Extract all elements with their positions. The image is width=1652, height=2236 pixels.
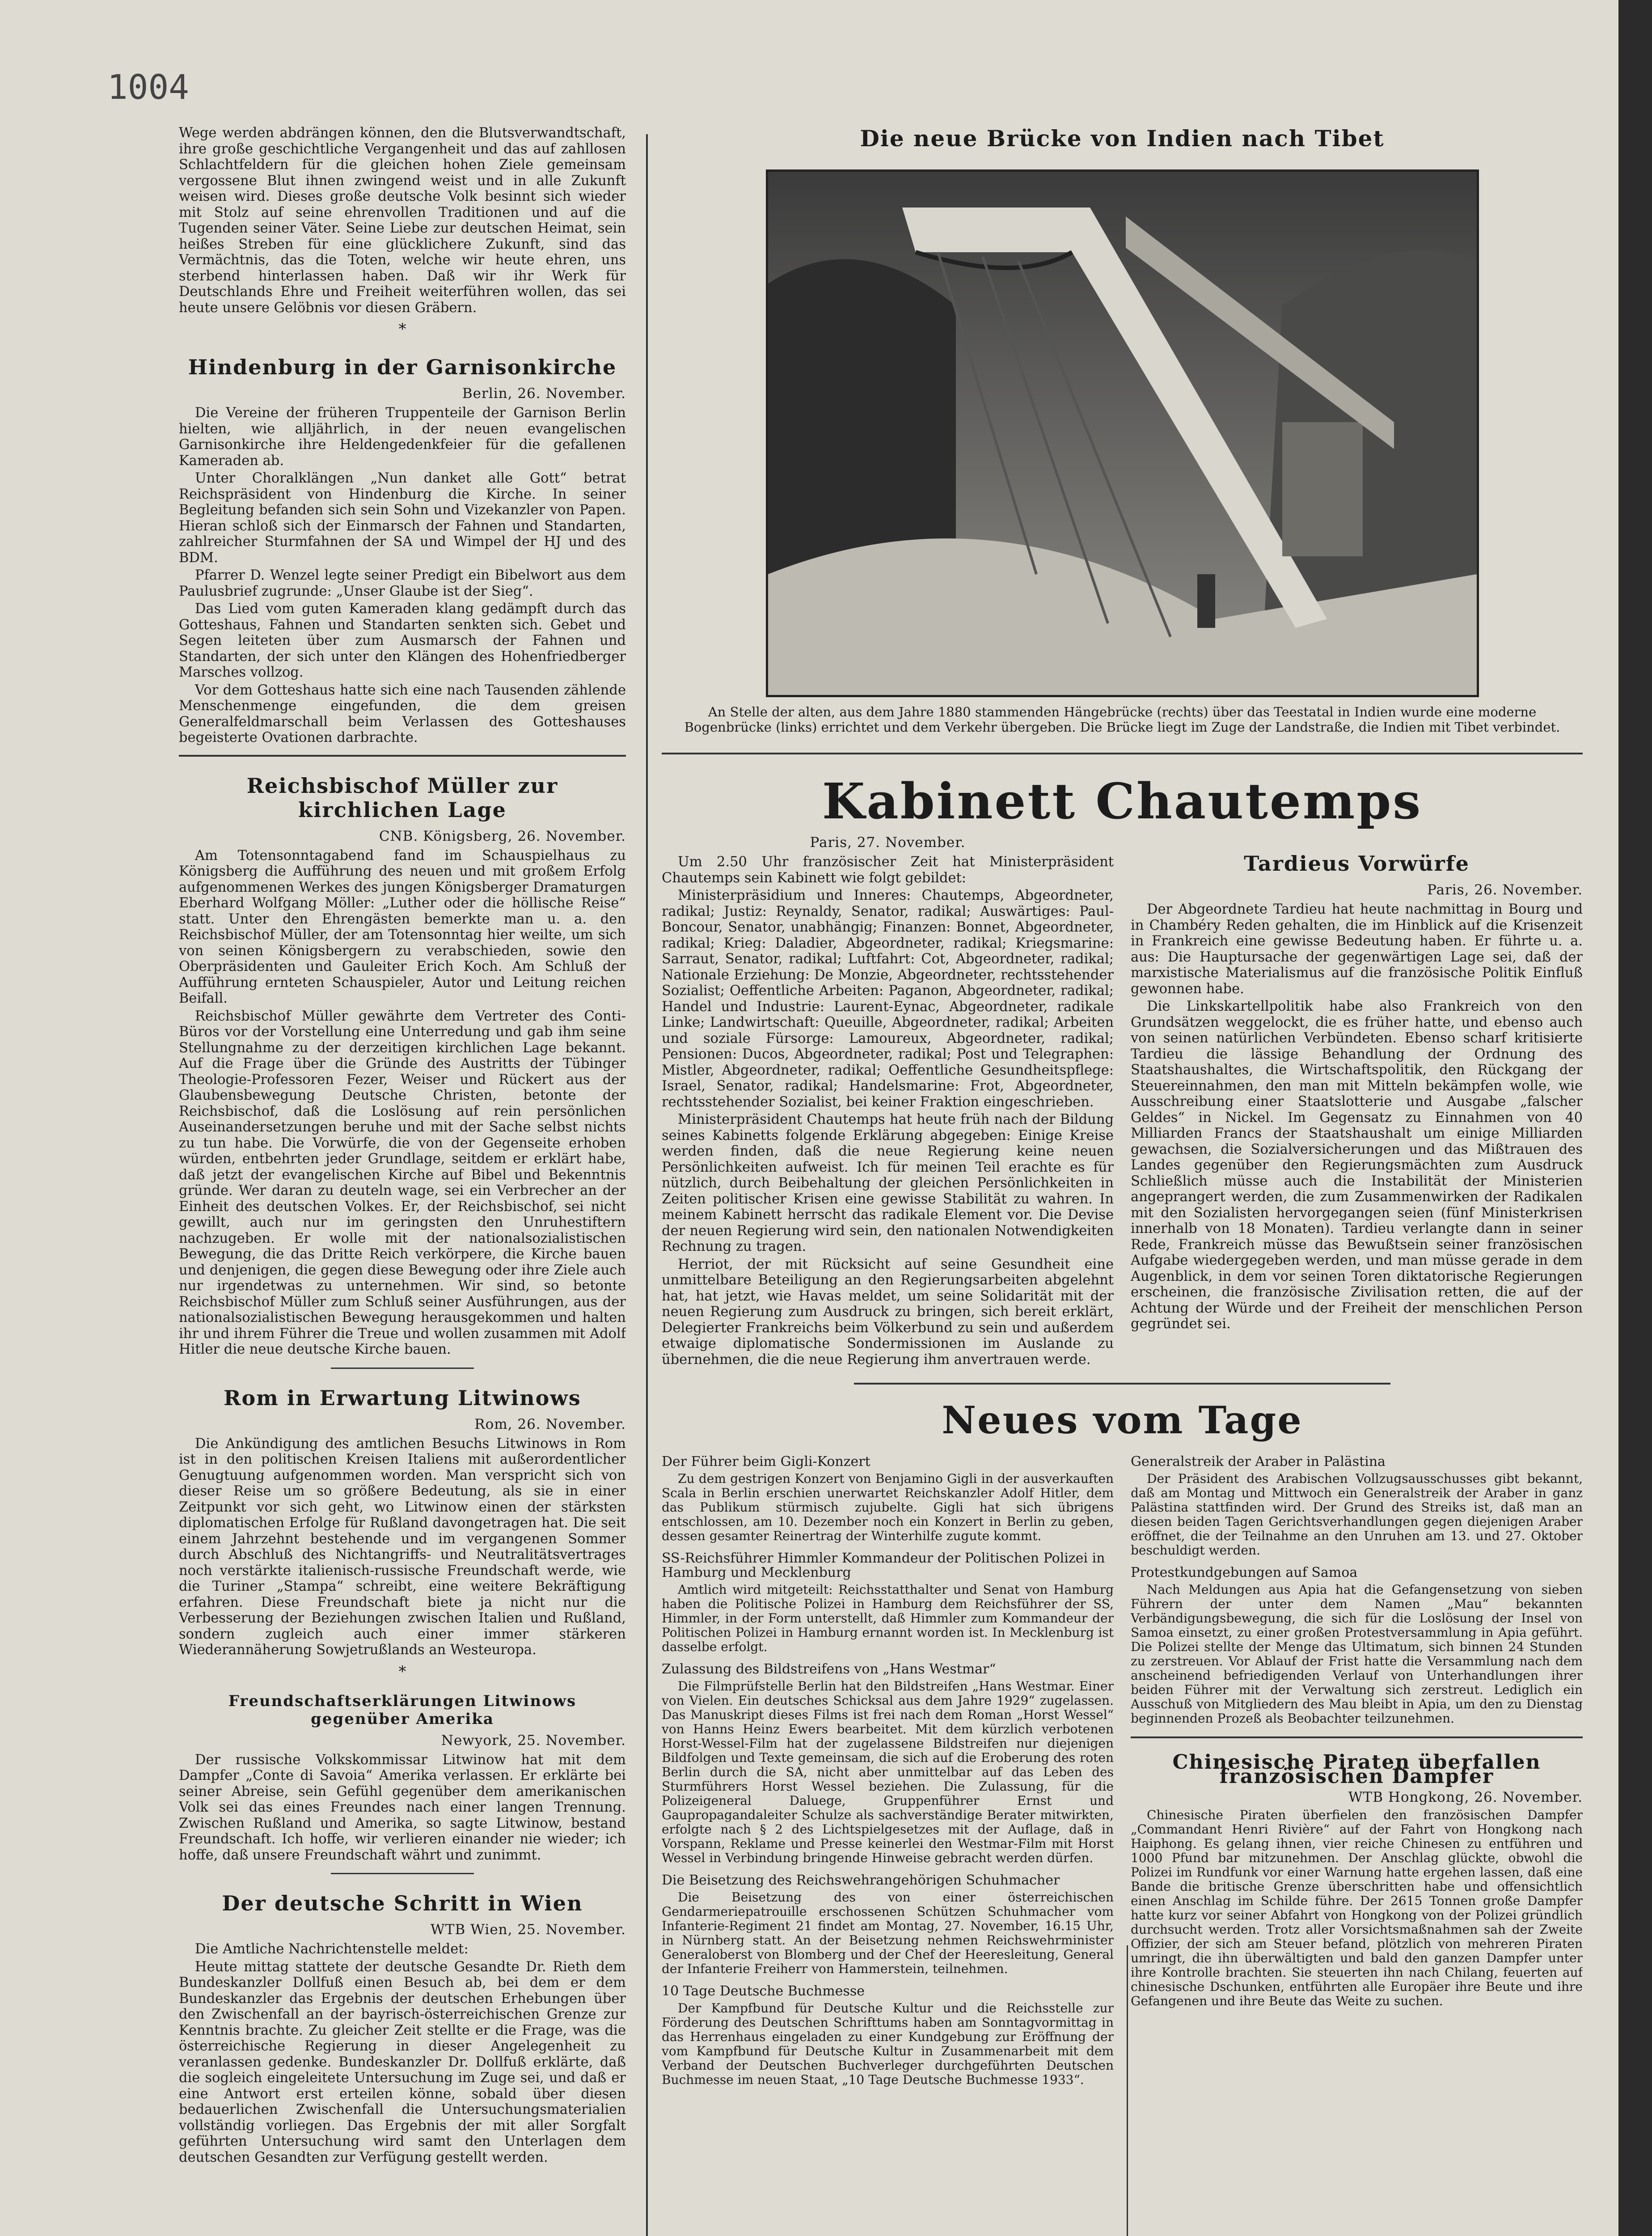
article-title: Freundschaftserklärungen Litwinows gegenüber Amerika [228,1692,577,1728]
news-right [1131,1447,1583,2089]
bridge-photo [766,169,1479,697]
article-paragraph: Herriot, der mit Rücksicht auf seine Gesundheit eine unmittelbare Beteiligung an den Regierungsarbeiten abgelehnt hat, hat jetzt, wie Havas meldet, um seine Solidarität mit der neuen Regierung zum Ausdruck zu bringen, sich bereit erklärt, Delegierter Frankreichs beim Völkerbund zu sein und außerdem etwaige diplomatische Sondermissionen im Auslande zu übernehmen, die die neue Regierung ihm anvertrauen werde. [662,1256,1114,1368]
news-title: Zulassung des Bildstreifens von „Hans Westmar“ [662,1661,996,1677]
news-left [662,1447,1114,2089]
article-title: Hindenburg in der Garnisonkirche [188,355,617,379]
news-title: 10 Tage Deutsche Buchmesse [662,1983,865,1999]
dateline: Berlin, 26. November. [462,385,626,402]
article-paragraph: Der Abgeordnete Tardieu hat heute nachmittag in Bourg und in Chambéry Reden gehalten, die im Hinblick auf die Krisenzeit in Frankreich eine gewisse Bedeutung haben. Er führte u. a. aus: Die Hauptursache der gegenwärtigen Lage sei, daß der marxistische Materialismus auf die französische Politik Einfluß gewonnen habe. [1131,902,1583,997]
bridge-photo-image [768,172,1477,695]
article-title: Reichsbischof Müller zur kirchlichen Lage [246,773,558,822]
divider [331,1873,474,1874]
article-paragraph: Heute mittag stattete der deutsche Gesandte Dr. Rieth dem Bundeskanzler Dollfuß einen Besuch ab, bei dem er dem Bundeskanzler das Ergebnis der deutschen Erhebungen über den Zwischenfall an der bayrisch-österreichischen Grenze zur Kenntnis brachte. Zu gleicher Zeit stellte er die Frage, was die österreichische Regierung in dieser Angelegenheit zu veranlassen gedenke. Bundeskanzler Dr. Dollfuß erklärte, daß die sogleich eingeleitete Untersuchung im Zuge sei, und daß er eine Antwort erst erteilen könne, sobald über diesen bedauerlichen Zwischenfall die Untersuchungsmaterialien vollständig vorliegen. Das Ergebnis der mit aller Sorgfalt geführten Untersuchung wird samt den Unterlagen dem deutschen Gesandten zur Verfügung gestellt werden. [179,1959,626,2165]
article-paragraph: Reichsbischof Müller gewährte dem Vertreter des Conti-Büros vor der Vorstellung eine Unterredung und gab ihm seine Stellungnahme zu der derzeitigen kirchlichen Lage bekannt. Auf die Frage über die Gründe des Austritts der Tübinger Theologie-Professoren Fezer, Weiser und Rückert aus der Glaubensbewegung Deutsche Christen, betonte der Reichsbischof, daß die Loslösung auf rein persönlichen Auseinandersetzungen beruhe und mit der Sache selbst nichts zu tun habe. Die Vorwürfe, die von der Gegenseite erhoben würden, entbehrten jeder Grundlage, seitdem er erklärt habe, daß jetzt der evangelischen Kirche auf Bibel und Bekenntnis gründe. Wer daran zu deuteln wage, sei ein Verbrecher an der Einheit des deutschen Volkes. Er, der Reichsbischof, sei nicht gewillt, auch nur im geringsten den Unruhestiftern nachzugeben. Er wolle mit der nationalsozialistischen Bewegung, die das Dritte Reich verkörpere, die Kirche bauen und denjenigen, die gegen diese Bewegung oder ihre Ziele auch nur irgendetwas zu unternehmen. Wir sind, so betonte Reichsbischof Müller zum Schluß seiner Ausführungen, aus der nationalsozialistischen Bewegung herausgekommen und halten ihr und ihrem Führer die Treue und wollen zusammen mit Adolf Hitler die neue deutsche Kirche bauen. [179,1008,626,1357]
article-paragraph: Die Amtliche Nachrichtenstelle meldet: [195,1941,469,1957]
photo-title: Die neue Brücke von Indien nach Tibet [860,125,1385,152]
article-paragraph: Die Vereine der früheren Truppenteile der Garnison Berlin hielten, wie alljährlich, in der neuen evangelischen Garnisonkirche ihre Heldengedenkfeier für die gefallenen Kameraden ab. [179,405,626,469]
news-title: SS-Reichsführer Himmler Kommandeur der Politischen Polizei in Hamburg und Mecklenburg [662,1550,1105,1580]
divider [331,1368,474,1369]
news-columns [662,1447,1583,2089]
article-title: Der deutsche Schritt in Wien [222,1891,583,1915]
news-paragraph: Der Präsident des Arabischen Vollzugsausschusses gibt bekannt, daß am Montag und Mittwoch ein Generalstreik der Araber in ganz Palästina stattfinden wird. Der Grund des Streiks ist, daß man an diesen beiden Tagen Gerichtsverhandlungen gegen diejenigen Araber eröffnet, die der Teilnahme an den Unruhen am 13. und 27. Oktober beschuldigt werden. [1131,1471,1583,1558]
cabinet-left [662,834,1114,1369]
news-title: Protestkundgebungen auf Samoa [1131,1565,1358,1580]
article-paragraph: Die Linkskartellpolitik habe also Frankreich von den Grundsätzen weggelockt, die es früher hatte, und ebenso auch von seinen natürlichen Verbündeten. Ebenso scharf kritisierte Tardieu die lässige Behandlung der Ordnung des Staatshaushaltes, die Wirtschaftspolitik, den Rückgang der Steuereinnahmen, den man mit Mitteln bekämpfen wolle, wie Ausschreibung einer Staatslotterie und Ausgabe „falscher Geldes“ in Nickel. Im Gegensatz zu Einnahmen von 40 Milliarden Francs der Staatshaushalt um einige Milliarden gewachsen, die Sozialversicherungen und das Mißtrauen des Landes gegenüber den Regierungsmächten zum Ausdruck Schließlich müsse auch die Instabilität der Ministerien angeprangert werden, die zum Zusammenwirken der Radikalen mit den Sozialisten hervorgegangen seien (fünf Ministerkrisen innerhalb von 18 Monaten). Tardieu verlangte dann in seiner Rede, Frankreich müsse das Bewußtsein seiner französischen Aufgabe wiedergegeben werden, und man müsse gerade in dem Augenblick, in dem vor seinen Toren diktatorische Regierungen erscheinen, die französische Zivilisation retten, die auf der Achtung der Würde und der Freiheit der menschlichen Person gegründet sei. [1131,999,1583,1332]
news-title: Generalstreik der Araber in Palästina [1131,1454,1386,1469]
page-number: 1004 [107,67,190,107]
divider [1131,1736,1583,1738]
news-paragraph: Der Kampfbund für Deutsche Kultur und die Reichsstelle zur Förderung des Deutschen Schrifttums haben am Sonntagvormittag in das Herrenhaus eingeladen zu einer Kundgebung zur Eröffnung der vom Kampfbund für Deutsche Kultur in Zusammenarbeit mit dem Verband der Deutschen Buchverleger durchgeführten Deutschen Buchmesse im neuen Staat, „10 Tage Deutsche Buchmesse 1933“. [662,2001,1114,2087]
article-paragraph: Ministerpräsidium und Inneres: Chautemps, Abgeordneter, radikal; Justiz: Reynaldy, Senator, radikal; Auswärtiges: Paul-Boncour, Senator, unabhängig; Finanzen: Bonnet, Abgeordneter, radikal; Krieg: Daladier, Abgeordneter, radikal; Kriegsmarine: Sarraut, Senator, radikal; Luftfahrt: Cot, Abgeordneter, radikal; Nationale Erziehung: De Monzie, Abgeordneter, rechtsstehender Sozialist; Oeffentliche Arbeiten: Paganon, Abgeordneter, radikal; Handel und Industrie: Laurent-Eynac, Abgeordneter, radikale Linke; Landwirtschaft: Queuille, Abgeordneter, radikal; Arbeiten und soziale Fürsorge: Lamoureux, Abgeordneter, radikal; Pensionen: Ducos, Abgeordneter, radikal; Post und Telegraphen: Mistler, Abgeordneter, radikal; Oeffentliche Gesundheitspflege: Israel, Senator, radikal; Handelsmarine: Frot, Abgeordneter, rechtsstehender Sozialist, bei keiner Fraktion eingeschrieben. [662,888,1114,1110]
separator-star: * [398,1662,406,1681]
photo-caption: An Stelle der alten, aus dem Jahre 1880 stammenden Hängebrücke (rechts) über das Teestatal in Indien wurde eine moderne Bogenbrücke (links) errichtet und dem Verkehr übergeben. Die Brücke liegt im Zuge der Landstraße, die Indien mit Tibet verbindet. [684,704,1560,735]
dateline: Rom, 26. November. [474,1416,626,1432]
dateline: WTB Hongkong, 26. November. [1348,1789,1583,1805]
article-paragraph: Unter Choralklängen „Nun danket alle Gott“ betrat Reichspräsident von Hindenburg die Kirche. In seiner Begleitung befanden sich sein Sohn und Vizekanzler von Papen. Hieran schloß sich der Einmarsch der Fahnen und Standarten, zahlreicher Sturmfahnen der SA und Wimpel der HJ und des BDM. [179,470,626,566]
divider [179,755,626,757]
headline-news: Neues vom Tage [942,1398,1303,1442]
news-title: Die Beisetzung des Reichswehrangehörigen Schuhmacher [662,1872,1060,1888]
news-paragraph: Die Beisetzung des von einer österreichischen Gendarmeriepatrouille erschossenen Schützen Schuhmacher vom Infanterie-Regiment 21 findet am Montag, 27. November, 16.15 Uhr, in Nürnberg statt. An der Beisetzung nehmen Reichswehrminister Generaloberst von Blomberg und der Chef der Heeresleitung, General der Infanterie Freiherr von Hammerstein, teilnehmen. [662,1890,1114,1976]
article-paragraph: Pfarrer D. Wenzel legte seiner Predigt ein Bibelwort aus dem Paulusbrief zugrunde: „Unser Glaube ist der Sieg“. [179,567,626,599]
cabinet-columns [662,834,1583,1369]
article-paragraph: Das Lied vom guten Kameraden klang gedämpft durch das Gotteshaus, Fahnen und Standarten senkten sich. Gebet und Segen leiteten über zum Ausmarsch der Fahnen und Standarten, der sich unter den Klängen des Hohenfriedberger Marsches vollzog. [179,601,626,680]
dateline: Paris, 27. November. [810,834,966,851]
article-paragraph: Die Ankündigung des amtlichen Besuchs Litwinows in Rom ist in den politischen Kreisen Italiens mit außerordentlicher Genugtuung aufgenommen worden. Man verspricht sich von dieser Reise um so größere Bedeutung, als sie in einer Zeitpunkt vor sich geht, wo Litwinow einen der stärksten diplomatischen Erfolge für Rußland davongetragen hat. Die seit einem Jahrzehnt bestehende und im vergangenen Sommer durch Abschluß des Nichtangriffs- und Neutralitätsvertrages noch verstärkte italienisch-russische Freundschaft werde, wie die Turiner „Stampa“ schreibt, eine weitere Bekräftigung erfahren. Diese Freundschaft biete ja nicht nur die Verbesserung der Beziehungen zwischen Italien und Rußland, sondern zugleich auch einer immer stärkeren Wiederannäherung Sowjetrußlands an Westeuropa. [179,1436,626,1658]
article-title: Tardieus Vorwürfe [1244,851,1470,876]
news-title: Der Führer beim Gigli-Konzert [662,1454,870,1469]
article-title: Rom in Erwartung Litwinows [224,1385,581,1410]
headline-cabinet: Kabinett Chautemps [822,772,1423,830]
article-paragraph: Der russische Volkskommissar Litwinow hat mit dem Dampfer „Conte di Savoia“ Amerika verlassen. Er erklärte bei seiner Abreise, sein Gefühl gegenüber dem amerikanischen Volk sei das eines Freundes nach einer langen Trennung. Zwischen Rußland und Amerika, so sagte Litwinow, bestand Freundschaft. Ich hoffe, wir verlieren einander nie wieder; ich hoffe, daß unsere Freundschaft währt und zunimmt. [179,1752,626,1863]
main-area [662,125,1583,2089]
page-edge [1618,0,1652,2236]
news-paragraph: Zu dem gestrigen Konzert von Benjamino Gigli in der ausverkauften Scala in Berlin erschien unerwartet Reichskanzler Adolf Hitler, dem das Publikum stürmisch zujubelte. Gigli hat sich übrigens entschlossen, am 10. Dezember noch ein Konzert in Berlin zu geben, dessen gesamter Reinertrag der Winterhilfe zugute kommt. [662,1471,1114,1543]
left-column [179,125,626,2236]
column-rule [1127,1945,1128,2236]
news-paragraph: Amtlich wird mitgeteilt: Reichsstatthalter und Senat von Hamburg haben die Politische Polizei in Hamburg dem Reichsführer der SS, Himmler, in der Form unterstellt, daß Himmler zum Kommandeur der Politischen Polizei in Hamburg ernannt worden ist. In Mecklenburg ist dasselbe erfolgt. [662,1582,1114,1654]
cabinet-right [1131,834,1583,1369]
article-paragraph: Um 2.50 Uhr französischer Zeit hat Ministerpräsident Chautemps sein Kabinett wie folgt gebildet: [662,854,1114,886]
news-paragraph: Nach Meldungen aus Apia hat die Gefangensetzung von sieben Führern der unter dem Namen „Mau“ bekannten Verbändigungsbewegung, die sich für die Loslösung der Insel von Samoa einsetzt, zu einer großen Protestversammlung in Apia geführt. Die Polizei stellte der Menge das Ultimatum, sich binnen 24 Stunden zu zerstreuen. Vor Ablauf der Frist hatte die Versammlung nach dem anscheinend befriedigenden Verlauf von Unterhandlungen ihrer beiden Führer mit der Verwaltung sich zerstreut. Lediglich ein Ausschuß von Mitgliedern des Mau bleibt in Apia, um den zu Dienstag beginnenden Prozeß als Beobachter teilzunehmen. [1131,1582,1583,1726]
divider [854,1383,1390,1385]
dateline: Newyork, 25. November. [441,1732,626,1749]
dateline: CNB. Königsberg, 26. November. [379,828,626,844]
article-paragraph: Vor dem Gotteshaus hatte sich eine nach Tausenden zählende Menschenmenge eingefunden, die dem greisen Generalfeldmarschall beim Verlassen des Gotteshauses begeisterte Ovationen darbrachte. [179,682,626,745]
news-paragraph: Die Filmprüfstelle Berlin hat den Bildstreifen „Hans Westmar. Einer von Vielen. Ein deutsches Schicksal aus dem Jahre 1929“ zugelassen. Das Manuskript dieses Films ist frei nach dem Roman „Horst Wessel“ von Hanns Heinz Ewers bearbeitet. Mit dem kürzlich verbotenen Horst-Wessel-Film hat der zugelassene Bildstreifen nur diejenigen Bildfolgen und Texte gemeinsam, die sich auf die Eroberung des roten Berlin durch die SA, nicht aber unmittelbar auf das Leben des Sturmführers Horst Wessel beziehen. Die Zulassung, für die Polizeigeneral Daluege, Gruppenführer Ernst und Gaupropagandaleiter Schulze als sachverständige Berater mitwirkten, erfolgte nach § 2 des Lichtspielgesetzes mit der Auflage, daß in Vorspann, Reklame und Presse keinerlei den Westmar-Film mit Horst Wessel in Verbindung bringende Hinweise gebracht werden dürfen. [662,1679,1114,1865]
intro-text: Wege werden abdrängen können, den die Blutsverwandtschaft, ihre große geschichtliche Vergangenheit und das auf zahllosen Schlachtfeldern für die gleichen hohen Ziele gemeinsam vergossene Blut ihnen zwingend weist und in alle Zukunft weisen wird. Dieses große deutsche Volk besinnt sich wieder mit Stolz auf seine ehrenvollen Traditionen und auf die Tugenden seiner Väter. Seine Liebe zur deutschen Heimat, sein heißes Streben für eine glücklichere Zukunft, sind das Vermächtnis, das die Toten, welche wir heute ehren, uns sterbend hinterlassen haben. Daß wir ihr Werk für Deutschlands Ehre und Freiheit weiterführen wollen, das sei heute unsere Gelöbnis vor diesen Gräbern. [179,125,626,316]
separator-star: * [398,320,406,338]
article-paragraph: Ministerpräsident Chautemps hat heute früh nach der Bildung seines Kabinetts folgende Erklärung abgegeben: Einige Kreise werden finden, daß die neue Regierung keine neuen Persönlichkeiten aufweist. Ich für meinen Teil erachte es für nützlich, durch Beibehaltung der gleichen Persönlichkeiten in Zeiten politischer Krisen eine gewisse Stabilität zu wahren. In meinem Kabinett herrscht das radikale Element vor. Die Devise der neuen Regierung wird sein, den nationalen Notwendigkeiten Rechnung zu tragen. [662,1112,1114,1254]
news-paragraph: Chinesische Piraten überfielen den französischen Dampfer „Commandant Henri Rivière“ auf der Fahrt von Hongkong nach Haiphong. Es gelang ihnen, vier reiche Chinesen zu entführen und 1000 Pfund bar mitzunehmen. Der Anschlag glückte, obwohl die Polizei im Rundfunk vor einer Warnung hatte ergehen lassen, daß eine Bande die britische Grenze überschritten habe und offensichtlich einen Anschlag im Schilde führe. Der 2615 Tonnen große Dampfer hatte kurz vor seiner Abfahrt von Hongkong von der Polizei gründlich durchsucht werden. Trotz aller Vorsichtsmaßnahmen sah der Zweite Offizier, der sich am Steuer befand, plötzlich von mehreren Piraten umringt, die ihn überwältigten und bald den ganzen Dampfer unter ihre Kontrolle brachten. Sie steuerten ihn nach Chilang, feuerten auf chinesische Dschunken, entführten alle Europäer ihre Beute und ihre Gefangenen und ihre Beute das Weite zu suchen. [1131,1808,1583,2008]
dateline: WTB Wien, 25. November. [430,1922,626,1938]
dateline: Paris, 26. November. [1427,882,1583,898]
article-paragraph: Am Totensonntagabend fand im Schauspielhaus zu Königsberg die Aufführung des neuen und mit großem Erfolg aufgenommenen Werkes des jungen Königsberger Dramaturgen Eberhard Wolfgang Möller: „Luther oder die höllische Reise“ statt. Unter den Ehrengästen bemerkte man u. a. den Reichsbischof Müller, der am Totensonntag hier weilte, um sich von seinen Königsbergern zu verabschieden, sowie den Oberpräsidenten und Gauleiter Erich Koch. Am Schluß der Aufführung ernteten Schauspieler, Autor und Leitung reichen Beifall. [179,847,626,1006]
divider [662,753,1583,754]
column-rule [646,134,648,2236]
article-title: Chinesische Piraten überfallen französischen Dampfer [1172,1751,1541,1788]
